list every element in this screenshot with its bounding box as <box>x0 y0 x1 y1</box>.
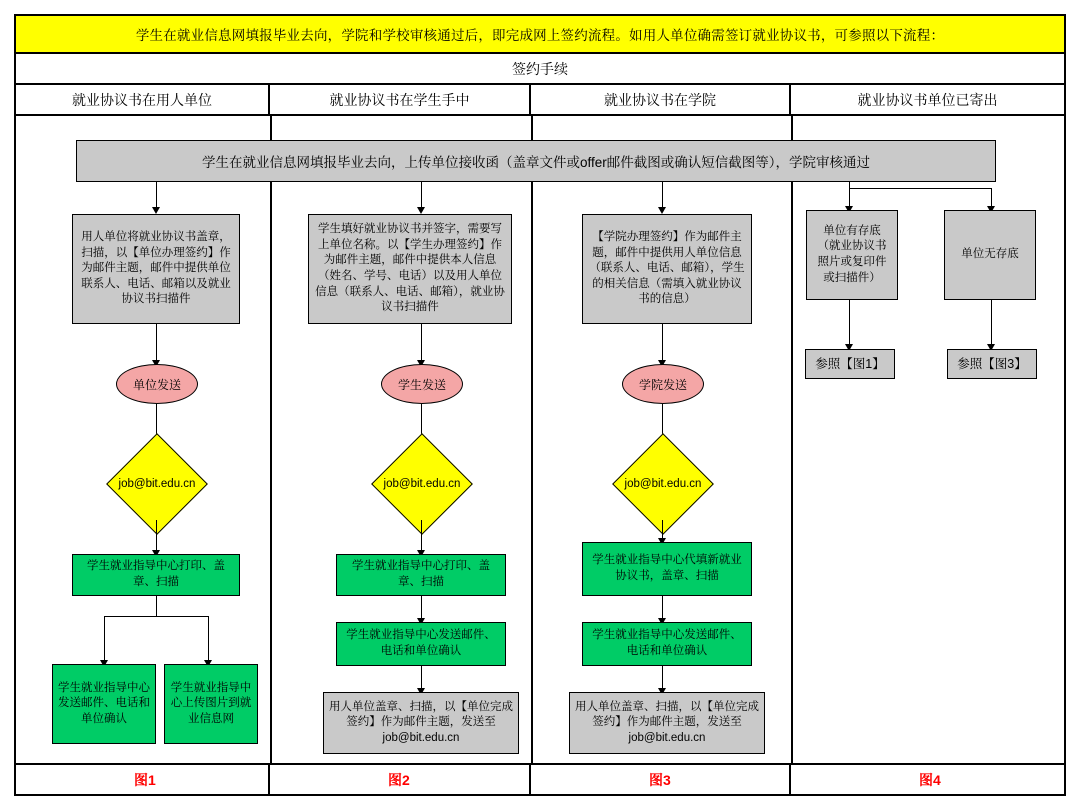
figure-labels-row <box>16 763 1064 795</box>
col3-step2-box: 学生就业指导中心代填新就业协议书，盖章、扫描 <box>582 542 752 596</box>
figure-label-2: 图2 <box>388 772 410 788</box>
shared-top-step: 学生在就业信息网填报毕业去向，上传单位接收函（盖章文件或offer邮件截图或确认短信截图等），学院审核通过 <box>76 140 996 182</box>
col2-step1-box: 学生填好就业协议书并签字，需要写上单位名称。以【学生办理签约】作为邮件主题，邮件中提供本人信息（姓名、学号、电话）以及用人单位信息（联系人、电话、邮箱），就业协议书扫描件 <box>308 214 512 324</box>
col2-sender-ellipse: 学生发送 <box>381 364 463 404</box>
col1-connector-right <box>208 616 209 664</box>
arrowhead-topbox-col2 <box>417 207 425 214</box>
figure-label-3: 图3 <box>649 772 671 788</box>
col1-step1-box: 用人单位将就业协议书盖章，扫描，以【单位办理签约】作为邮件主题，邮件中提供单位联系人、电话、邮箱以及就业协议书扫描件 <box>72 214 240 324</box>
col3-email-diamond <box>612 433 714 535</box>
diagram-subtitle: 签约手续 <box>16 54 1064 85</box>
col1-step2-box: 学生就业指导中心打印、盖章、扫描 <box>72 554 240 596</box>
col4-connector-left <box>849 300 850 348</box>
col1-connector-1 <box>156 324 157 364</box>
col1-email-diamond <box>106 433 208 535</box>
column-headers <box>16 85 1064 116</box>
figure-cell-3 <box>531 765 791 795</box>
col3-connector-1 <box>662 324 663 364</box>
col1-sender-ellipse: 单位发送 <box>116 364 198 404</box>
column-header-3: 就业协议书在学院 <box>531 85 791 114</box>
diagram-body <box>16 116 1064 763</box>
col3-sender-ellipse: 学院发送 <box>622 364 704 404</box>
column-divider-2 <box>531 116 533 763</box>
col1-email-label: job@bit.edu.cn <box>118 478 196 490</box>
col4-connector-right <box>991 300 992 348</box>
column-header-1: 就业协议书在用人单位 <box>16 85 270 114</box>
figure-cell-2 <box>270 765 531 795</box>
figure-cell-4 <box>791 765 1064 795</box>
col2-email-diamond <box>371 433 473 535</box>
col2-email-label: job@bit.edu.cn <box>383 478 461 490</box>
col4-ref-right-box: 参照【图3】 <box>947 349 1037 379</box>
col1-step3b-box: 学生就业指导中心上传图片到就业信息网 <box>164 664 258 744</box>
col4-branch-left-box: 单位有存底（就业协议书照片或复印件或扫描件） <box>806 210 898 300</box>
figure-cell-1 <box>16 765 270 795</box>
col3-step3-box: 学生就业指导中心发送邮件、电话和单位确认 <box>582 622 752 666</box>
col2-connector-3 <box>421 520 422 554</box>
banner-note: 学生在就业信息网填报毕业去向，学院和学校审核通过后，即完成网上签约流程。如用人单位确需签订就业协议书，可参照以下流程： <box>16 16 1064 54</box>
diagram-frame <box>14 14 1066 796</box>
col4-ref-left-box: 参照【图1】 <box>805 349 895 379</box>
col3-step4-box: 用人单位盖章、扫描，以【单位完成签约】作为邮件主题，发送至job@bit.edu.cn <box>569 692 765 754</box>
col1-step3a-box: 学生就业指导中心发送邮件、电话和单位确认 <box>52 664 156 744</box>
col2-step2-box: 学生就业指导中心打印、盖章、扫描 <box>336 554 506 596</box>
col1-connector-4 <box>156 596 157 616</box>
col1-connector-3 <box>156 520 157 554</box>
col1-connector-left <box>104 616 105 664</box>
figure-label-4: 图4 <box>919 772 941 788</box>
column-divider-3 <box>791 116 793 763</box>
column-divider-1 <box>270 116 272 763</box>
arrowhead-topbox-col3 <box>658 207 666 214</box>
col2-step4-box: 用人单位盖章、扫描，以【单位完成签约】作为邮件主题，发送至job@bit.edu.cn <box>323 692 519 754</box>
column-header-4: 就业协议书单位已寄出 <box>857 91 998 108</box>
figure-label-1: 图1 <box>134 772 156 788</box>
col3-step1-box: 【学院办理签约】作为邮件主题，邮件中提供用人单位信息（联系人、电话、邮箱），学生的相关信息（需填入就业协议书的信息） <box>582 214 752 324</box>
connector-col4-split <box>849 188 991 189</box>
col2-step3-box: 学生就业指导中心发送邮件、电话和单位确认 <box>336 622 506 666</box>
col2-connector-1 <box>421 324 422 364</box>
arrowhead-topbox-col1 <box>152 207 160 214</box>
col4-branch-right-box: 单位无存底 <box>944 210 1036 300</box>
column-header-2: 就业协议书在学生手中 <box>270 85 531 114</box>
col1-split-horizontal <box>104 616 208 617</box>
col3-email-label: job@bit.edu.cn <box>624 478 702 490</box>
